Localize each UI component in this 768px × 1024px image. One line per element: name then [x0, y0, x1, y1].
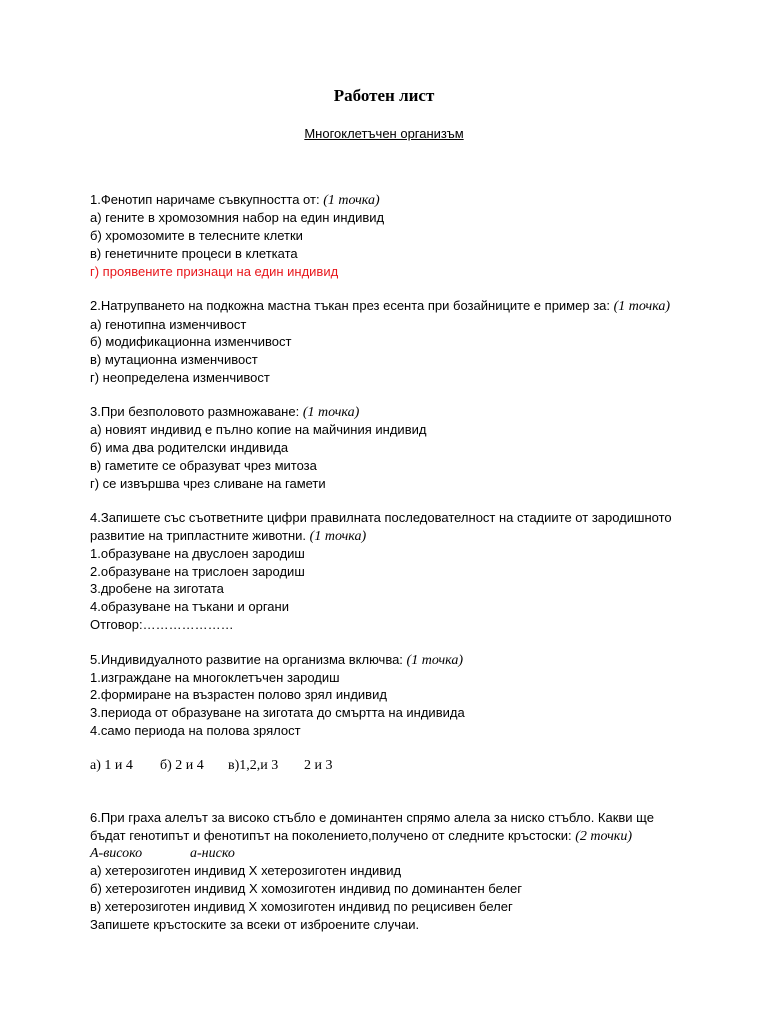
question-4-item-2: 2.образуване на трислоен зародиш [90, 564, 305, 579]
question-5 [90, 651, 463, 670]
question-3-option-c: в) гаметите се образуват чрез митоза [90, 458, 317, 473]
question-2 [90, 297, 670, 316]
question-6-option-b: б) хетерозиготен индивид Х хомозиготен индивид по доминантен белег [90, 881, 522, 896]
question-4-item-1: 1.образуване на двуслоен зародиш [90, 546, 305, 561]
question-2-option-b: б) модификационна изменчивост [90, 334, 292, 349]
question-4-item-3: 3.дробене на зиготата [90, 581, 224, 596]
question-5-choices [90, 757, 333, 775]
question-1-text: 1.Фенотип наричаме съвкупността от: [90, 192, 320, 207]
question-5-choice-a: а) 1 и 4 [90, 758, 133, 773]
question-1-points: (1 точка) [323, 193, 380, 208]
question-1-option-c: в) генетичните процеси в клетката [90, 246, 298, 261]
question-6-option-a: а) хетерозиготен индивид Х хетерозиготен индивид [90, 863, 402, 878]
question-3-points: (1 точка) [302, 405, 360, 420]
question-5-choice-d: 2 и 3 [304, 758, 333, 773]
question-6-option-c: в) хетерозиготен индивид Х хомозиготен индивид по рецисивен белег [90, 899, 513, 914]
question-6-alleles [90, 845, 235, 863]
question-4 [90, 527, 366, 546]
question-5-item-1: 1.изграждане на многоклетъчен зародиш [90, 670, 340, 685]
question-2-text: 2.Натрупването на подкожна мастна тъкан през есента при бозайниците е пример за: [90, 298, 610, 313]
question-3-option-b: б) има два родителски индивида [90, 440, 289, 455]
question-5-item-4: 4.само периода на полова зрялост [90, 723, 301, 738]
allele-dominant: А-високо [90, 846, 143, 861]
allele-recessive: а-ниско [190, 846, 235, 861]
question-4-points: (1 точка) [309, 529, 367, 544]
page-title: Работен лист [333, 86, 435, 105]
question-6 [90, 827, 632, 846]
question-4-answer: Отговор:………………… [90, 617, 234, 632]
question-1-option-a: а) гените в хромозомния набор на един индивид [90, 210, 385, 225]
question-5-item-2: 2.формиране на възрастен полово зрял индивид [90, 687, 387, 702]
question-2-option-c: в) мутационна изменчивост [90, 352, 258, 367]
question-2-option-d: г) неопределена изменчивост [90, 370, 270, 385]
question-6-points: (2 точки) [575, 829, 633, 844]
question-2-points: (1 точка) [613, 299, 671, 314]
question-6-text-line-1: 6.При граха алелът за високо стъбло е доминантен спрямо алела за ниско стъбло. Какви ще [90, 810, 654, 825]
question-3-option-d: г) се извършва чрез сливане на гамети [90, 476, 326, 491]
question-5-choice-b: б) 2 и 4 [160, 758, 204, 773]
question-4-item-4: 4.образуване на тъкани и органи [90, 599, 289, 614]
question-1 [90, 191, 380, 210]
question-6-instruction: Запишете кръстоските за всеки от изброените случаи. [90, 917, 420, 932]
question-4-text-line-1: 4.Запишете със съответните цифри правилната последователност на стадиите от зародишното [90, 510, 672, 525]
question-1-option-d-correct: г) проявените признаци на един индивид [90, 264, 339, 279]
question-3-text: 3.При безполовото размножаване: [90, 404, 300, 419]
question-5-points: (1 точка) [406, 653, 463, 668]
question-5-text: 5.Индивидуалното развитие на организма включва: [90, 652, 403, 667]
question-1-option-b: б) хромозомите в телесните клетки [90, 228, 303, 243]
question-6-text-line-2: бъдат генотипът и фенотипът на поколението,получено от следните кръстоски: [90, 828, 572, 843]
question-3-option-a: а) новият индивид е пълно копие на майчиния индивид [90, 422, 427, 437]
question-3 [90, 403, 359, 422]
page-subtitle: Многоклетъчен организъм [304, 126, 464, 141]
question-2-option-a: а) генотипна изменчивост [90, 317, 247, 332]
question-5-item-3: 3.периода от образуване на зиготата до смъртта на индивида [90, 705, 465, 720]
question-5-choice-c: в)1,2,и 3 [228, 758, 279, 773]
question-4-text-line-2: развитие на трипластните животни. [90, 528, 307, 543]
